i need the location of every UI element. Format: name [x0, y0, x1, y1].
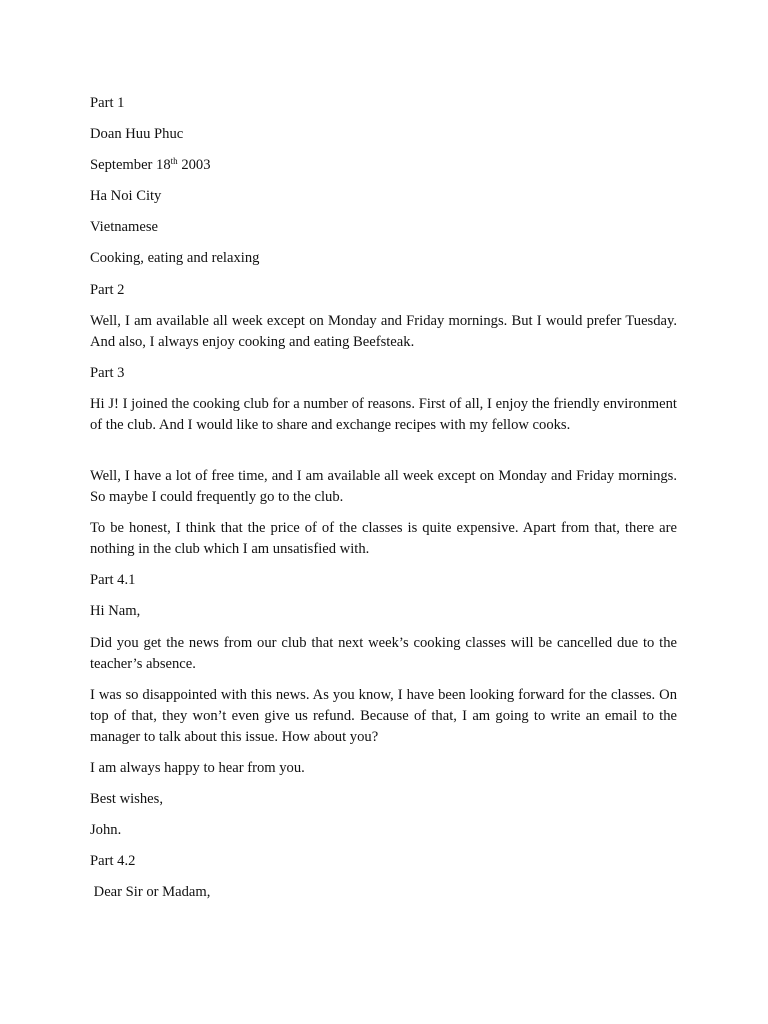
part4-2-heading: Part 4.2	[90, 853, 136, 869]
part3-answer-2: Well, I have a lot of free time, and I am available all week except on Monday and Friday mornings. So maybe I could frequently go to the club.	[90, 468, 677, 505]
city-line: Ha Noi City	[90, 188, 162, 204]
part2-heading: Part 2	[90, 282, 125, 298]
email-closing: Best wishes,	[90, 791, 163, 807]
name-line: Doan Huu Phuc	[90, 126, 184, 142]
email-paragraph-1: Did you get the news from our club that next week’s cooking classes will be cancelled due to the teacher’s absence.	[90, 635, 677, 672]
dob-year: 2003	[177, 157, 211, 173]
email-paragraph-2: I was so disappointed with this news. As you know, I have been looking forward for the classes. On top of that, they won’t even give us refund. Because of that, I am going to write an email to the manager to talk about this issue. How about you?	[90, 687, 677, 745]
part3-answer-3: To be honest, I think that the price of of the classes is quite expensive. Apart from that, there are nothing in the club which I am unsatisfied with.	[90, 520, 677, 557]
part4-1-heading: Part 4.1	[90, 572, 136, 588]
email-paragraph-3: I am always happy to hear from you.	[90, 760, 305, 776]
date-of-birth-line	[90, 155, 677, 176]
part1-heading: Part 1	[90, 95, 125, 111]
formal-letter-greeting: Dear Sir or Madam,	[90, 884, 211, 900]
nationality-line: Vietnamese	[90, 219, 159, 235]
part2-answer: Well, I am available all week except on Monday and Friday mornings. But I would prefer Tuesday. And also, I always enjoy cooking and eating Beefsteak.	[90, 313, 677, 350]
hobbies-line: Cooking, eating and relaxing	[90, 250, 260, 266]
dob-day: September 18	[90, 157, 171, 173]
email-signature: John.	[90, 822, 122, 838]
part3-answer-1: Hi J! I joined the cooking club for a number of reasons. First of all, I enjoy the friendly environment of the club. And I would like to share and exchange recipes with my fellow cooks.	[90, 396, 677, 433]
part3-heading: Part 3	[90, 365, 125, 381]
email-greeting: Hi Nam,	[90, 603, 141, 619]
dob-ordinal-suffix: th	[170, 156, 178, 166]
